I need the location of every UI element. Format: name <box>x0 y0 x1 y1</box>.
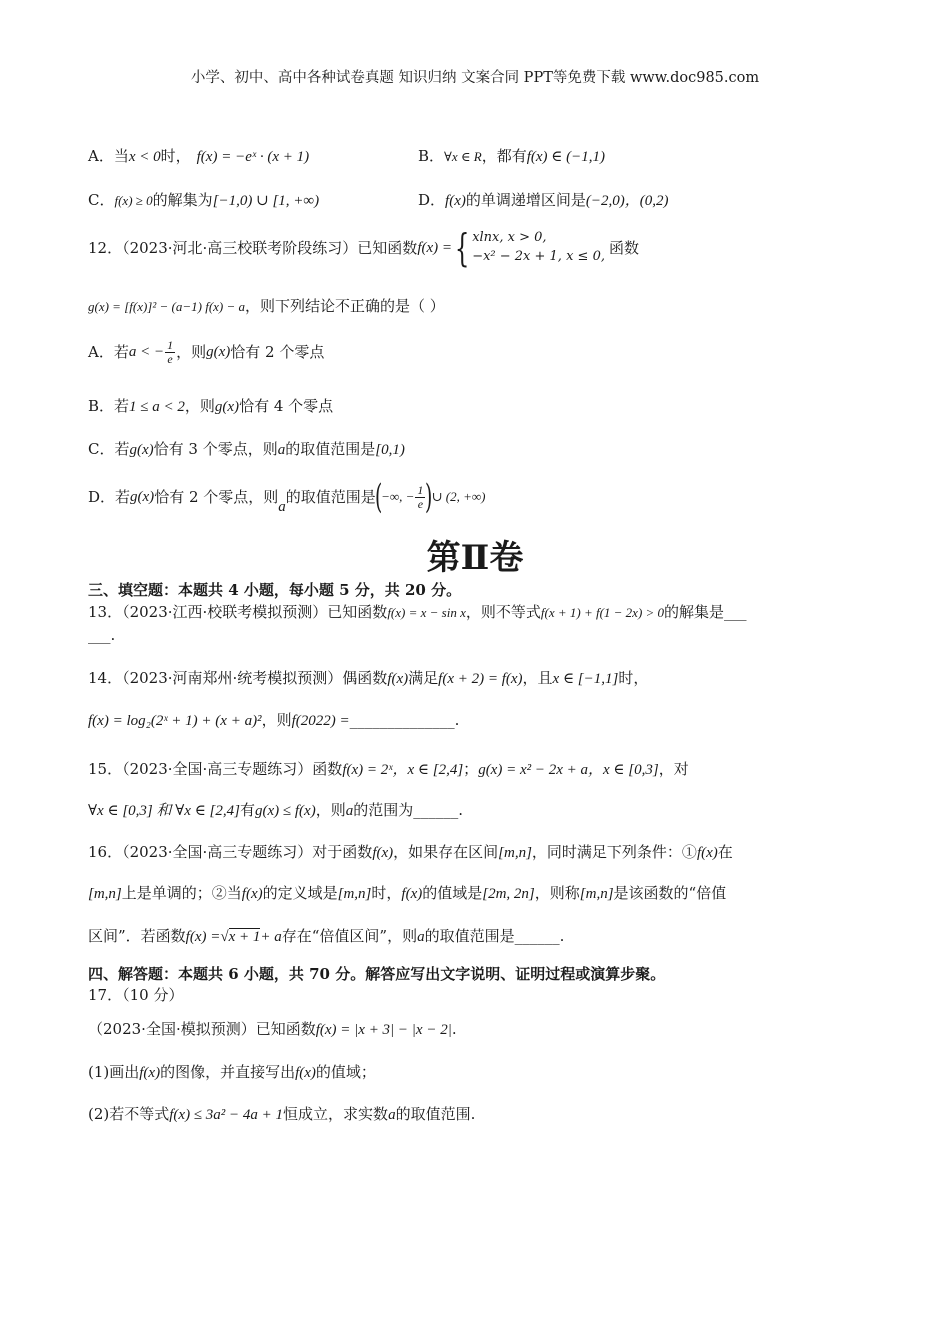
q15-stem: 15．（2023·全国·高三专题练习）函数f(x) = 2ˣ，x ∈ [2,4]；g(x) = x² − 2x + a，x ∈ [0,3]，对 <box>88 760 689 778</box>
q12-stem: 12．（2023·河北·高三校联考阶段练习）已知函数f(x) ={ xlnx, x > 0, −x² − 2x + 1, x ≤ 0, 函数 <box>88 226 639 270</box>
q12-g-definition: g(x) = [f(x)]² − (a−1) f(x) − a，则下列结论不正确的是（ ） <box>88 297 445 315</box>
q16-line1: 16．（2023·全国·高三专题练习）对于函数f(x)，如果存在区间[m,n]，同时满足下列条件：①f(x)在 <box>88 843 733 861</box>
q13-blank: ___. <box>88 626 116 644</box>
fraction: $\frac{1}{e}$ <box>167 338 174 366</box>
q12-option-c: C．若g(x)恰有 3 个零点，则a的取值范围是[0,1) <box>88 440 405 458</box>
sqrt-radicand: x + 1 <box>228 929 261 945</box>
section4-heading: 四、解答题：本题共 6 小题，共 70 分。解答应写出文字说明、证明过程或演算步聚。 <box>88 965 666 983</box>
q11-option-c: C．f(x) ≥ 0的解集为[−1,0) ∪ [1, +∞) <box>88 191 320 209</box>
q13-stem: 13．（2023·江西·校联考模拟预测）已知函数f(x) = x − sin x，则不等式f(x + 1) + f(1 − 2x) > 0的解集是___ <box>88 603 747 621</box>
q12-option-b: B．若1 ≤ a < 2，则g(x)恰有 4 个零点 <box>88 397 334 415</box>
q17-stem: （2023·全国·模拟预测）已知函数f(x) = |x + 3| − |x − 2|. <box>88 1020 457 1038</box>
q17-label: 17．（10 分） <box>88 986 184 1004</box>
q12-piecewise: xlnx, x > 0, −x² − 2x + 1, x ≤ 0, <box>472 230 605 264</box>
page-header: 小学、初中、高中各种试卷真题 知识归纳 文案合同 PPT等免费下载 www.doc985.com <box>190 70 760 86</box>
q17-part1: (1)画出f(x)的图像，并直接写出f(x)的值域； <box>88 1063 376 1081</box>
q11-option-a: A．当x < 0时， f(x) = −eˣ · (x + 1) <box>88 147 310 165</box>
part2-title: 第Ⅱ卷 <box>426 538 524 578</box>
q16-line2: [m,n]上是单调的；②当f(x)的定义域是[m,n]时，f(x)的值域是[2m, 2n]，则称[m,n]是该函数的“倍值 <box>88 884 727 902</box>
q17-part2: (2)若不等式f(x) ≤ 3a² − 4a + 1恒成立，求实数a的取值范围. <box>88 1105 476 1123</box>
q14-stem: 14．（2023·河南郑州·统考模拟预测）偶函数f(x)满足f(x + 2) = f(x)，且x ∈ [−1,1]时， <box>88 669 649 687</box>
q11-option-d: D．f(x)的单调递增区间是(−2,0)，(0,2) <box>418 191 669 209</box>
section3-heading: 三、填空题：本题共 4 小题，每小题 5 分，共 20 分。 <box>88 581 462 599</box>
q16-line3: 区间”．若函数f(x) =√x + 1+ a存在“倍值区间”，则a的取值范围是______. <box>88 927 565 945</box>
q12-option-d: D．若g(x)恰有 2 个零点，则a的取值范围是(−∞, − $\frac{1}{e}$ )∪ (2, +∞) <box>88 477 486 517</box>
q14-line2: f(x) = log₂(2ˣ + 1) + (x + a)²，则f(2022) =______________. <box>88 711 460 729</box>
q12-option-a: A．若a < − $\frac{1}{e}$ ，则g(x)恰有 2 个零点 <box>88 338 325 366</box>
fraction: $\frac{1}{e}$ <box>417 482 424 511</box>
q15-line2: ∀x ∈ [0,3] 和 ∀x ∈ [2,4]有g(x) ≤ f(x)，则a的范围为______. <box>88 801 463 819</box>
q11-option-b: B．∀x ∈ R，都有f(x) ∈ (−1,1) <box>418 147 606 165</box>
